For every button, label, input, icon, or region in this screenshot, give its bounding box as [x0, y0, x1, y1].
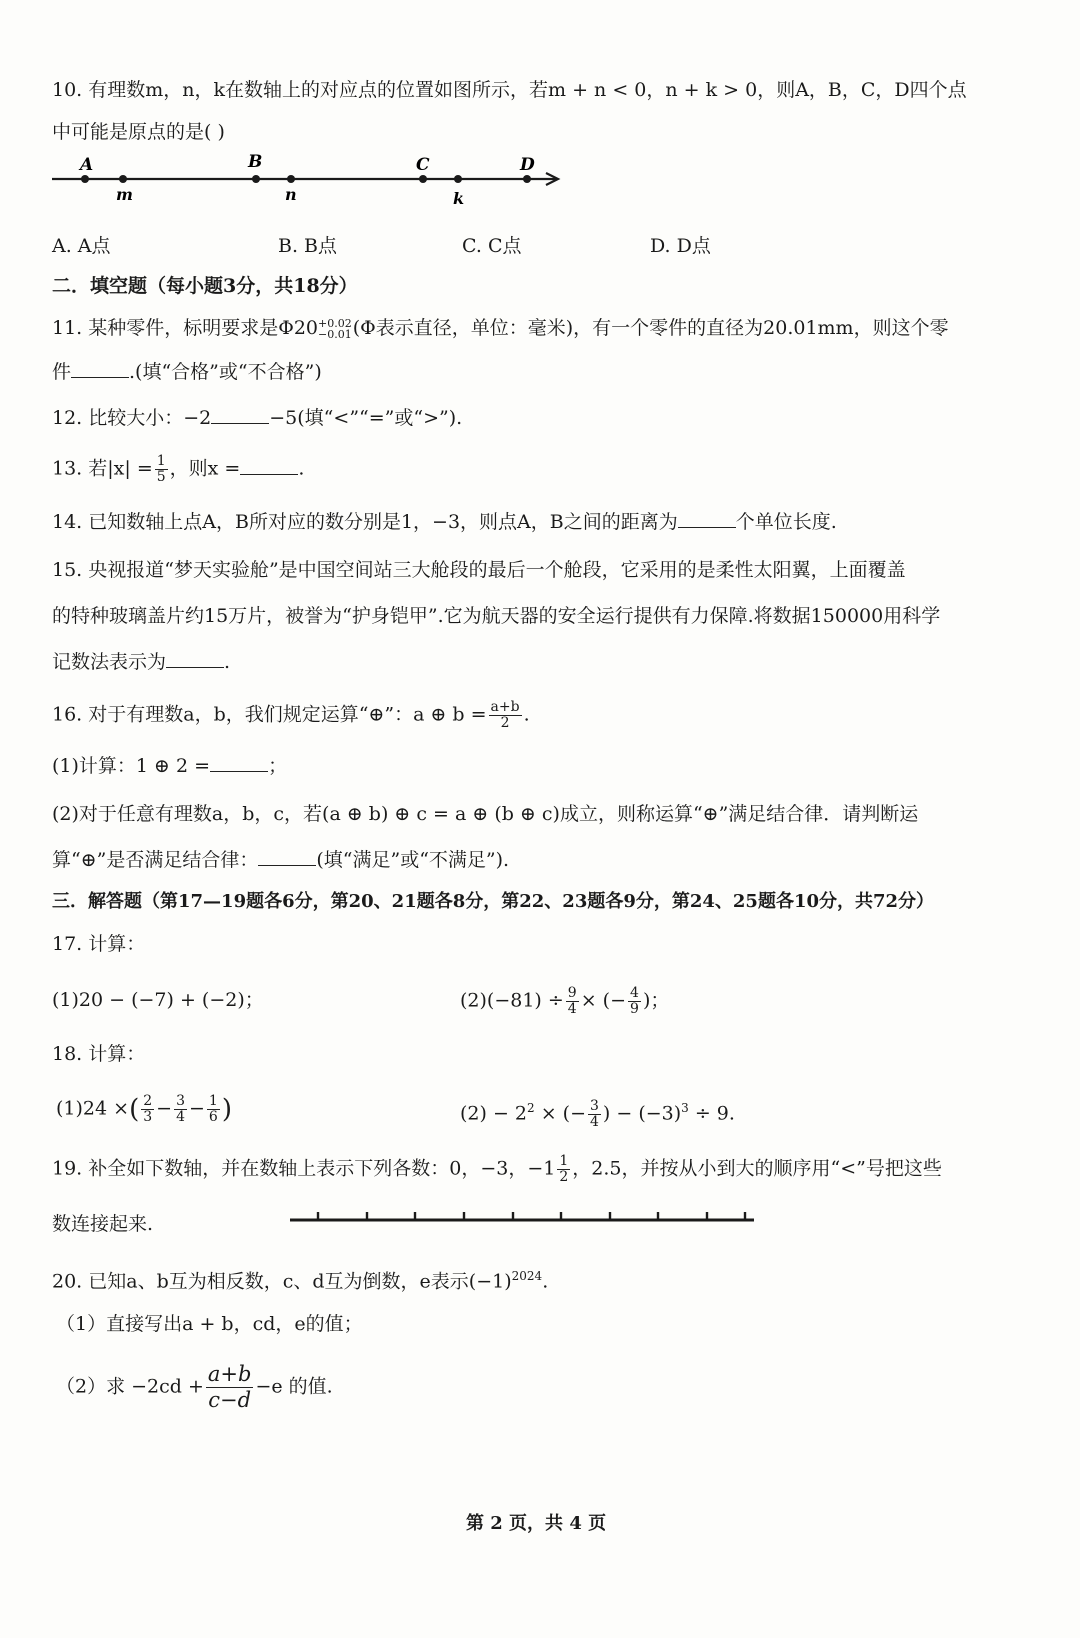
point-m — [119, 175, 127, 183]
q19-number-line[interactable] — [288, 1200, 758, 1234]
label-d: D — [520, 155, 535, 175]
point-d — [523, 175, 531, 183]
q11-answer-blank[interactable] — [71, 359, 129, 378]
q10-option-d[interactable]: D. D点 — [650, 235, 711, 257]
q15-line1: 15. 央视报道“梦天实验舱”是中国空间站三大舱段的最后一个舱段，它采用的是柔性太阳翼，上面覆盖 — [52, 559, 906, 581]
point-k — [454, 175, 462, 183]
q18-title: 18. 计算： — [52, 1043, 146, 1065]
q19-line2: 数连接起来. — [52, 1213, 154, 1235]
q10-stem-line2: 中可能是原点的是( ) — [52, 121, 225, 143]
q10-option-c[interactable]: C. C点 — [462, 235, 522, 257]
label-c: C — [416, 155, 430, 175]
q10-stem-line1: 10. 有理数m，n，k在数轴上的对应点的位置如图所示，若m + n < 0，n + k > 0，则A，B，C，D四个点 — [52, 79, 967, 101]
q12-line: 12. 比较大小：−2 −5(填“<”“=”或“>”). — [52, 407, 463, 429]
q10-option-b[interactable]: B. B点 — [278, 235, 338, 257]
q17-title: 17. 计算： — [52, 933, 146, 955]
point-c — [419, 175, 427, 183]
q11-line2: 件 .(填“合格”或“不合格”) — [52, 361, 322, 383]
q19-line1: 19. 补全如下数轴，并在数轴上表示下列各数：0，−3，−1 $\frac{1}{2}$ ，2.5，并按从小到大的顺序用“<”号把这些 — [52, 1153, 942, 1185]
q17-part2: (2)(−81) ÷ $\frac{9}{4}$ × (− $\frac{4}{9}$ )； — [460, 985, 670, 1017]
label-b: B — [248, 152, 263, 172]
q16-part1: (1)计算：1 ⊕ 2 = ； — [52, 755, 288, 777]
q10-option-a[interactable]: A. A点 — [52, 235, 111, 257]
q17-part1: (1)20 − (−7) + (−2)； — [52, 989, 264, 1011]
q11-tolerance: +0.02 −0.01 — [318, 317, 352, 341]
q20-part2: （2）求 −2cd + $\frac{a+b}{c-d}$ −e 的值. — [56, 1362, 333, 1412]
point-a — [81, 175, 89, 183]
q16-part2-blank[interactable] — [258, 847, 316, 866]
page-footer: 第 2 页，共 4 页 — [466, 1513, 607, 1534]
q18-part2: $(2) - 2^2$ × (− $\frac{3}{4}$ ) − $(-3)^3 \div 9$. — [460, 1097, 735, 1130]
q20-fraction: $\frac{a+b}{c-d}$ — [207, 1362, 252, 1412]
q16-stem: 16. 对于有理数a，b，我们规定运算“⊕”：a ⊕ b = $\frac{a+b}{2}$ . — [52, 699, 530, 731]
q20-stem: 20. 已知a、b互为相反数，c、d互为倒数，e表示$(-1)^{2024}$. — [52, 1269, 549, 1293]
q10-number-line — [48, 148, 578, 210]
q15-line3: 记数法表示为 . — [52, 651, 231, 673]
q13-fraction: $\frac{1}{5}$ — [156, 453, 166, 485]
section3-heading: 三．解答题（第17—19题各6分，第20、21题各8分，第22、23题各9分，第24、25题各10分，共72分） — [52, 891, 935, 912]
q13-answer-blank[interactable] — [240, 456, 298, 475]
section2-heading: 二．填空题（每小题3分，共18分） — [52, 275, 358, 297]
point-n — [287, 175, 295, 183]
q15-answer-blank[interactable] — [166, 649, 224, 668]
q16-part2-line1: (2)对于任意有理数a，b，c，若(a ⊕ b) ⊕ c = a ⊕ (b ⊕ c)成立，则称运算“⊕”满足结合律．请判断运 — [52, 803, 919, 825]
q16-part2-line2: 算“⊕”是否满足结合律： (填“满足”或“不满足”). — [52, 849, 510, 871]
q15-line2: 的特种玻璃盖片约15万片，被誉为“护身铠甲”.它为航天器的安全运行提供有力保障.将数据150000用科学 — [52, 605, 941, 627]
q13-line: 13. 若|x| = $\frac{1}{5}$ ，则x = . — [52, 453, 305, 485]
q16-fraction: $\frac{a+b}{2}$ — [490, 699, 520, 731]
q14-answer-blank[interactable] — [678, 509, 736, 528]
label-m: m — [116, 185, 133, 204]
label-k: k — [453, 189, 465, 208]
q18-part1: (1)24 ×( $\frac{2}{3}$ − $\frac{3}{4}$ − $\frac{1}{6}$ ) — [56, 1093, 232, 1125]
q11-line1: 11. 某种零件，标明要求是Φ20 +0.02 −0.01 (Φ表示直径，单位：毫米)，有一个零件的直径为20.01mm，则这个零 — [52, 317, 949, 341]
label-n: n — [285, 185, 297, 204]
label-a: A — [80, 155, 94, 175]
q12-answer-blank[interactable] — [211, 405, 269, 424]
q14-line: 14. 已知数轴上点A，B所对应的数分别是1，−3，则点A，B之间的距离为 个单位长度. — [52, 511, 837, 533]
q16-part1-blank[interactable] — [210, 753, 268, 772]
q20-part1: （1）直接写出a + b，cd，e的值； — [56, 1313, 363, 1335]
point-b — [252, 175, 260, 183]
